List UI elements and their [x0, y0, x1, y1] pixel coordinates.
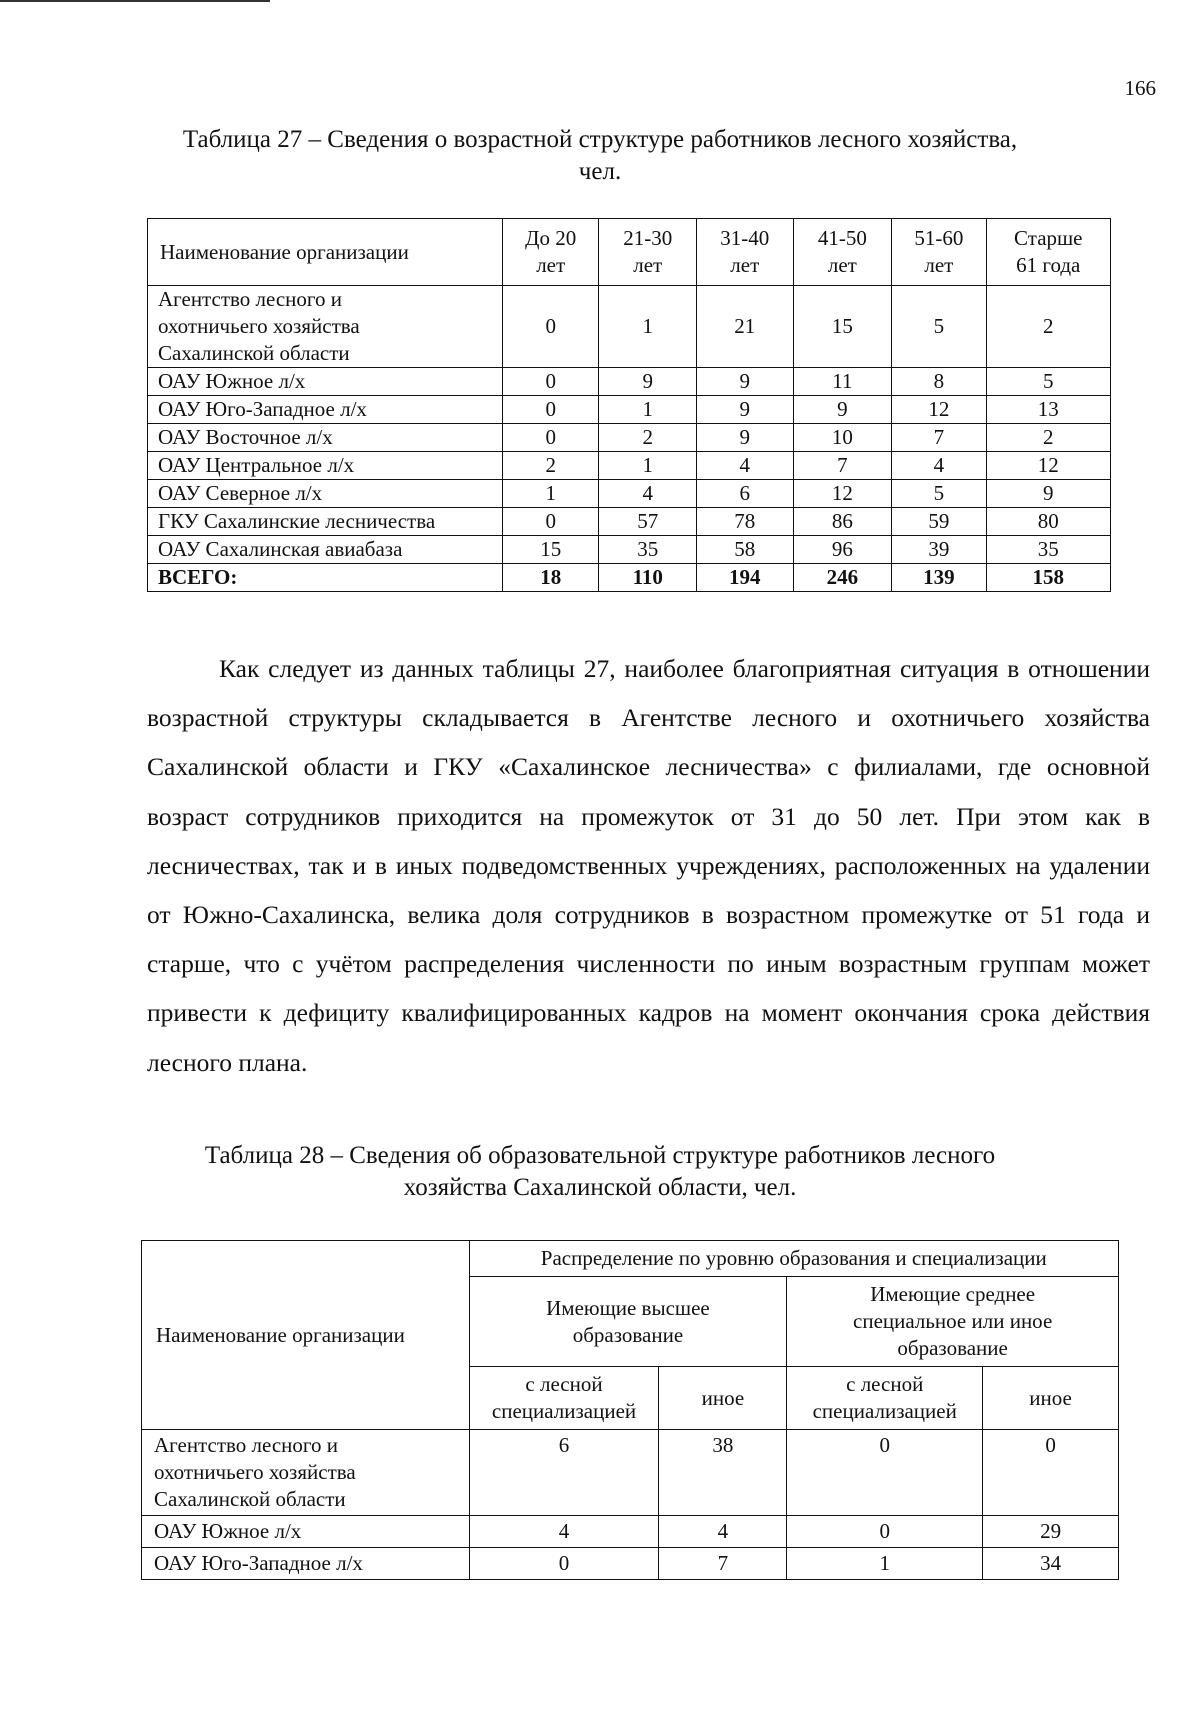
org-name-cell — [148, 286, 503, 368]
value-cell: 2 — [986, 424, 1110, 452]
value-cell: 35 — [986, 536, 1110, 564]
value-cell: 4 — [892, 452, 986, 480]
value-cell: 0 — [502, 286, 599, 368]
value-cell: 2 — [599, 424, 697, 452]
org-name-line: охотничьего хозяйства — [158, 314, 360, 338]
value-cell: 12 — [793, 480, 892, 508]
header-col: 51-60 лет — [892, 219, 986, 286]
table-row — [148, 536, 1111, 564]
org-name-line: охотничьего хозяйства — [154, 1460, 356, 1484]
value-cell: 9 — [697, 396, 794, 424]
header-col: 31-40 лет — [697, 219, 794, 286]
org-name-cell — [142, 1548, 470, 1580]
org-name-line: ОАУ Восточное л/х — [158, 425, 333, 449]
header-other: иное — [983, 1367, 1119, 1430]
total-value-cell: 139 — [892, 564, 986, 592]
table-27-caption-line: Таблица 27 – Сведения о возрастной структуре работников лесного хозяйства, — [182, 126, 1018, 153]
header-distribution: Распределение по уровню образования и специализации — [469, 1241, 1118, 1277]
org-name-line: ОАУ Сахалинская авиабаза — [158, 537, 403, 561]
table-28-caption — [100, 1140, 1100, 1204]
value-cell: 9 — [599, 368, 697, 396]
total-value-cell: 110 — [599, 564, 697, 592]
value-cell: 0 — [983, 1430, 1119, 1516]
org-name-cell — [148, 396, 503, 424]
table-row — [142, 1430, 1119, 1516]
value-cell: 39 — [892, 536, 986, 564]
org-name-line: Сахалинской области — [158, 341, 350, 365]
value-cell: 5 — [892, 480, 986, 508]
org-name-cell — [142, 1516, 470, 1548]
value-cell: 34 — [983, 1548, 1119, 1580]
value-cell: 9 — [986, 480, 1110, 508]
table-row — [142, 1548, 1119, 1580]
value-cell: 13 — [986, 396, 1110, 424]
table-header-row — [148, 219, 1111, 286]
header-other: иное — [659, 1367, 787, 1430]
header-forest-spec: с лесной специализацией — [469, 1367, 659, 1430]
value-cell: 80 — [986, 508, 1110, 536]
scan-top-line — [0, 0, 270, 2]
table-27-age-structure — [147, 218, 1111, 592]
org-name-cell — [142, 1430, 470, 1516]
value-cell: 10 — [793, 424, 892, 452]
table-27-caption — [100, 124, 1100, 188]
org-name-cell — [148, 424, 503, 452]
table-28-caption-line: хозяйства Сахалинской области, чел. — [403, 1174, 797, 1201]
value-cell: 59 — [892, 508, 986, 536]
header-name: Наименование организации — [148, 219, 503, 286]
value-cell: 96 — [793, 536, 892, 564]
org-name-line: ОАУ Юго-Западное л/х — [154, 1551, 363, 1575]
value-cell: 1 — [599, 396, 697, 424]
org-name-line: ОАУ Южное л/х — [158, 369, 306, 393]
value-cell: 7 — [892, 424, 986, 452]
org-name-cell — [148, 452, 503, 480]
total-value-cell: 246 — [793, 564, 892, 592]
value-cell: 1 — [502, 480, 599, 508]
value-cell: 0 — [502, 508, 599, 536]
table-row — [148, 368, 1111, 396]
table-28-education-structure — [141, 1240, 1119, 1580]
value-cell: 9 — [697, 368, 794, 396]
header-col: Старше 61 года — [986, 219, 1110, 286]
header-secondary: Имеющие среднее специальное или иное образование — [787, 1277, 1119, 1367]
value-cell: 0 — [502, 424, 599, 452]
value-cell: 86 — [793, 508, 892, 536]
value-cell: 0 — [502, 368, 599, 396]
value-cell: 1 — [599, 286, 697, 368]
table-row — [148, 286, 1111, 368]
org-name-line: ОАУ Центральное л/х — [158, 453, 355, 477]
total-value-cell: 194 — [697, 564, 794, 592]
value-cell: 0 — [469, 1548, 659, 1580]
value-cell: 0 — [502, 396, 599, 424]
value-cell: 35 — [599, 536, 697, 564]
value-cell: 12 — [892, 396, 986, 424]
value-cell: 6 — [697, 480, 794, 508]
org-name-line: ОАУ Северное л/х — [158, 481, 323, 505]
org-name-line: Сахалинской области — [154, 1487, 346, 1511]
table-header-row — [142, 1241, 1119, 1277]
page-number: 166 — [1124, 76, 1156, 100]
table-row — [148, 508, 1111, 536]
value-cell: 9 — [697, 424, 794, 452]
header-higher: Имеющие высшее образование — [469, 1277, 787, 1367]
table-row — [148, 424, 1111, 452]
value-cell: 7 — [659, 1548, 787, 1580]
org-name-line: Агентство лесного и — [154, 1433, 338, 1457]
value-cell: 9 — [793, 396, 892, 424]
value-cell: 38 — [659, 1430, 787, 1516]
value-cell: 0 — [787, 1430, 983, 1516]
total-row — [148, 564, 1111, 592]
value-cell: 1 — [787, 1548, 983, 1580]
value-cell: 58 — [697, 536, 794, 564]
total-label: ВСЕГО: — [148, 564, 503, 592]
table-27-caption-line: чел. — [578, 158, 622, 185]
value-cell: 15 — [502, 536, 599, 564]
value-cell: 21 — [697, 286, 794, 368]
value-cell: 78 — [697, 508, 794, 536]
value-cell: 29 — [983, 1516, 1119, 1548]
value-cell: 8 — [892, 368, 986, 396]
header-forest-spec: с лесной специализацией — [787, 1367, 983, 1430]
value-cell: 6 — [469, 1430, 659, 1516]
org-name-cell — [148, 480, 503, 508]
total-value-cell: 18 — [502, 564, 599, 592]
value-cell: 12 — [986, 452, 1110, 480]
value-cell: 7 — [793, 452, 892, 480]
table-row — [148, 480, 1111, 508]
value-cell: 4 — [599, 480, 697, 508]
header-col: До 20 лет — [502, 219, 599, 286]
total-value-cell: 158 — [986, 564, 1110, 592]
header-name: Наименование организации — [142, 1241, 470, 1430]
org-name-cell — [148, 368, 503, 396]
org-name-line: ГКУ Сахалинские лесничества — [158, 509, 436, 533]
value-cell: 4 — [697, 452, 794, 480]
value-cell: 2 — [986, 286, 1110, 368]
org-name-cell — [148, 536, 503, 564]
table-28-caption-line: Таблица 28 – Сведения об образовательной структуре работников лесного — [204, 1142, 996, 1169]
header-col: 41-50 лет — [793, 219, 892, 286]
value-cell: 5 — [986, 368, 1110, 396]
header-col: 21-30 лет — [599, 219, 697, 286]
value-cell: 4 — [469, 1516, 659, 1548]
table-row — [148, 396, 1111, 424]
body-paragraph: Как следует из данных таблицы 27, наиболее благоприятная ситуация в отношении возрастной структуры складывается в Агентстве лесного и охотничьего хозяйства Сахалинской области и ГКУ «Сахалинское лесничества» с филиалами, где основной возраст сотрудников приходится на промежуток от 31 до 50 лет. При этом как в лесничествах, так и в иных подведомственных учреждениях, расположенных на удалении от Южно-Сахалинска, велика доля сотрудников в возрастном промежутке от 51 года и старше, что с учётом распределения численности по иным возрастным группам может привести к дефициту квалифицированных кадров на момент окончания срока действия лесного плана. — [147, 654, 1150, 1077]
org-name-cell — [148, 508, 503, 536]
value-cell: 1 — [599, 452, 697, 480]
value-cell: 4 — [659, 1516, 787, 1548]
value-cell: 11 — [793, 368, 892, 396]
value-cell: 5 — [892, 286, 986, 368]
value-cell: 57 — [599, 508, 697, 536]
value-cell: 2 — [502, 452, 599, 480]
org-name-line: Агентство лесного и — [158, 287, 342, 311]
org-name-line: ОАУ Южное л/х — [154, 1519, 302, 1543]
table-row — [142, 1516, 1119, 1548]
value-cell: 0 — [787, 1516, 983, 1548]
org-name-line: ОАУ Юго-Западное л/х — [158, 397, 367, 421]
value-cell: 15 — [793, 286, 892, 368]
table-row — [148, 452, 1111, 480]
